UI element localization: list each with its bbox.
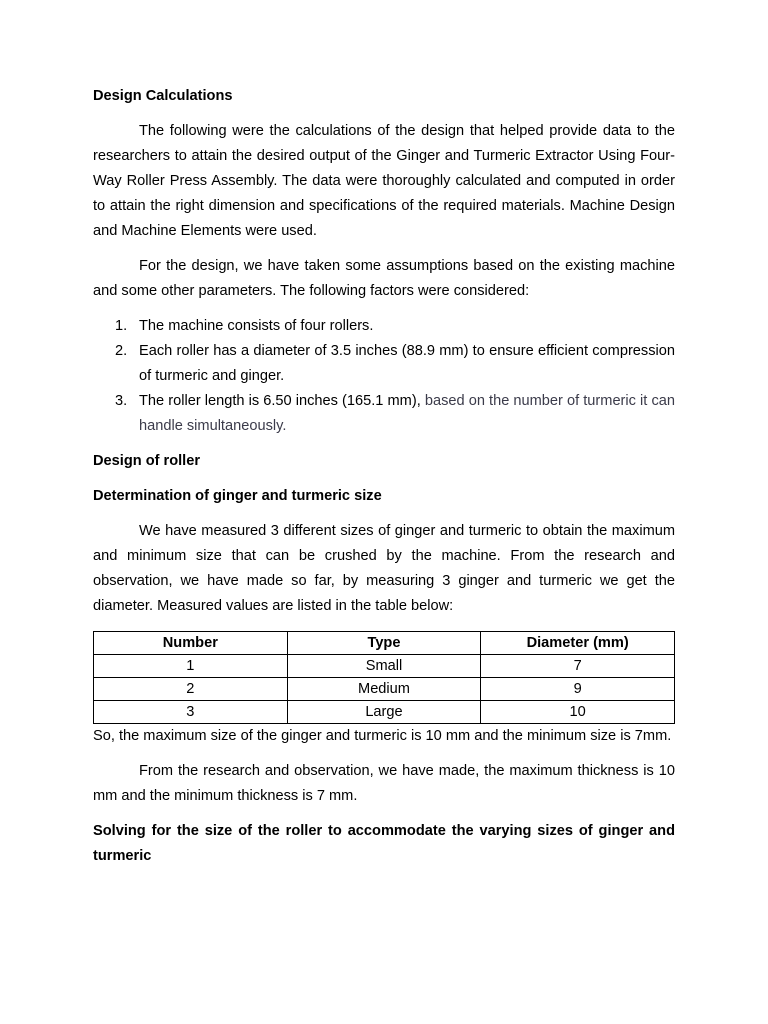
factor-text: The roller length is 6.50 inches (165.1 mm),	[139, 393, 425, 409]
size-table	[93, 631, 675, 724]
factors-list	[93, 314, 675, 439]
table-row	[94, 701, 675, 724]
table-cell: 3	[94, 701, 288, 724]
table-header-diameter: Diameter (mm)	[481, 632, 675, 655]
table-header-row	[94, 632, 675, 655]
factor-number: 2.	[115, 343, 128, 359]
table-cell: Small	[287, 655, 481, 678]
size-heading: Determination of ginger and turmeric size	[93, 488, 382, 504]
table-cell: 10	[481, 701, 675, 724]
factor-item	[93, 339, 675, 389]
factor-number: 3.	[115, 393, 128, 409]
table-header-type: Type	[287, 632, 481, 655]
assumptions-paragraph: For the design, we have taken some assumptions based on the existing machine and some other parameters. The following factors were considered:	[93, 258, 675, 299]
thickness-paragraph: From the research and observation, we have made, the maximum thickness is 10 mm and the minimum thickness is 7 mm.	[93, 763, 675, 804]
factor-text: The machine consists of four rollers.	[139, 318, 374, 334]
factor-text-highlight: based on the number of turmeric it can handle simultaneously.	[139, 393, 675, 434]
table-cell: Medium	[287, 678, 481, 701]
table-cell: 1	[94, 655, 288, 678]
table-row	[94, 655, 675, 678]
table-header-number: Number	[94, 632, 288, 655]
table-cell: 9	[481, 678, 675, 701]
intro-paragraph: The following were the calculations of the design that helped provide data to the researchers to attain the desired output of the Ginger and Turmeric Extractor Using Four-Way Roller Press Assembly. The data were thoroughly calculated and computed in order to attain the right dimension and specifications of the required materials. Machine Design and Machine Elements were used.	[93, 123, 675, 239]
document-content	[93, 84, 675, 869]
table-row	[94, 678, 675, 701]
design-roller-heading: Design of roller	[93, 453, 201, 469]
factor-number: 1.	[115, 318, 128, 334]
factor-item	[93, 389, 675, 439]
factor-text: Each roller has a diameter of 3.5 inches (88.9 mm) to ensure efficient compression of turmeric and ginger.	[139, 343, 675, 384]
solving-heading: Solving for the size of the roller to accommodate the varying sizes of ginger and turmeric	[93, 823, 675, 864]
size-summary: So, the maximum size of the ginger and turmeric is 10 mm and the minimum size is 7mm.	[93, 728, 672, 744]
table-cell: Large	[287, 701, 481, 724]
table-cell: 7	[481, 655, 675, 678]
section-title: Design Calculations	[93, 88, 233, 104]
table-cell: 2	[94, 678, 288, 701]
factor-item	[93, 314, 675, 339]
measurement-paragraph: We have measured 3 different sizes of ginger and turmeric to obtain the maximum and minimum size that can be crushed by the machine. From the research and observation, we have made so far, by measuring 3 ginger and turmeric we get the diameter. Measured values are listed in the table below:	[93, 523, 675, 614]
